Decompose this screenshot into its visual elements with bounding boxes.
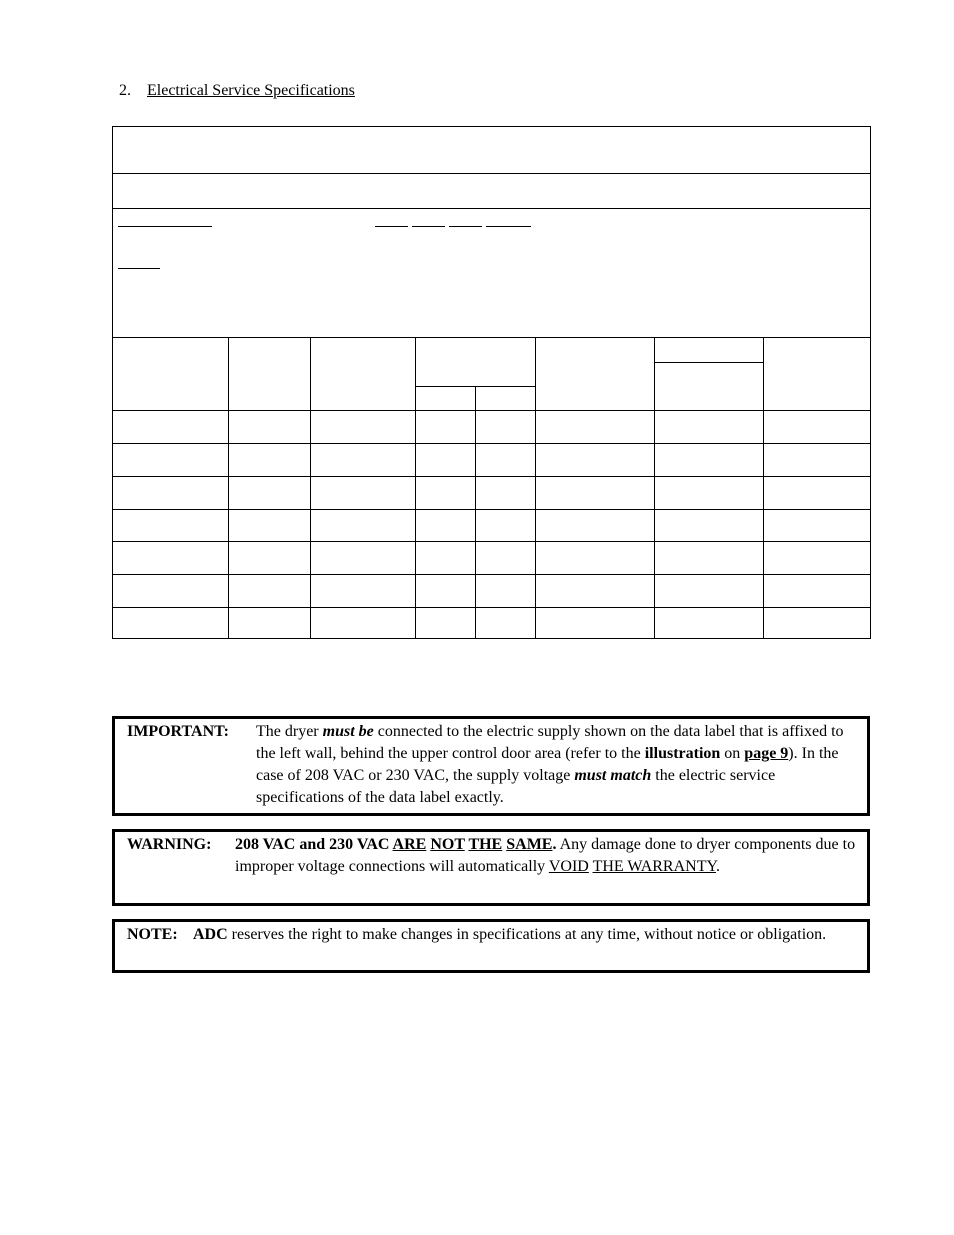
warning-emphasis: THE [468, 836, 503, 853]
important-text-part: connected to the electric supply shown on the data label that is affixed to the left wall, behind the upper control door area (refer to the [256, 723, 844, 762]
table-rule [113, 410, 870, 411]
table-rule [415, 337, 416, 638]
void-emphasis: VOID [548, 858, 589, 875]
electrical-spec-table [112, 126, 871, 639]
company-name: ADC [193, 926, 228, 943]
section-title: Electrical Service Specifications [147, 82, 355, 99]
blank-underline [449, 226, 482, 227]
section-heading [119, 81, 355, 101]
warning-period: . [715, 858, 720, 875]
blank-underline [375, 226, 408, 227]
blank-underline [118, 268, 160, 269]
note-label: NOTE: [127, 926, 178, 943]
blank-underline [118, 226, 212, 227]
table-rule [310, 337, 311, 638]
important-text-part: The dryer [256, 723, 323, 740]
table-rule [113, 607, 870, 608]
important-text [256, 721, 859, 809]
table-rule [113, 509, 870, 510]
blank-underline [412, 226, 445, 227]
page-reference-link[interactable]: page 9 [744, 745, 789, 762]
warranty-emphasis: THE WARRANTY [592, 858, 716, 875]
must-match-emphasis: must match [574, 767, 652, 784]
illustration-reference: illustration [644, 745, 721, 762]
table-rule [228, 337, 229, 638]
warning-emphasis: NOT [430, 836, 465, 853]
note-box [112, 919, 870, 973]
table-rule [113, 443, 870, 444]
warning-period: . [552, 836, 557, 853]
note-text [193, 924, 859, 946]
table-rule [763, 337, 764, 638]
warning-emphasis: SAME [506, 836, 553, 853]
table-rule [113, 173, 870, 174]
table-rule [654, 362, 763, 363]
warning-label: WARNING: [127, 836, 212, 853]
table-rule [535, 337, 536, 638]
important-label: IMPORTANT: [127, 723, 229, 740]
important-box [112, 716, 870, 816]
warning-emphasis: ARE [392, 836, 427, 853]
warning-text-part: 208 VAC and 230 VAC [235, 836, 393, 853]
important-text-part: ). In the case of 208 VAC or 230 VAC, the supply voltage [256, 745, 839, 784]
table-rule [113, 208, 870, 209]
warning-box [112, 829, 870, 906]
table-rule [113, 476, 870, 477]
important-text-part: on [720, 745, 745, 762]
table-rule [475, 386, 476, 638]
warning-text [235, 834, 859, 878]
must-be-emphasis: must be [322, 723, 374, 740]
blank-underline [486, 226, 531, 227]
table-rule [654, 337, 655, 638]
note-text-part: reserves the right to make changes in specifications at any time, without notice or obligation. [227, 926, 827, 943]
table-rule [113, 337, 870, 338]
warning-text-part: Any damage done to dryer components due to improper voltage connections will automatically [235, 836, 856, 875]
section-number: 2. [119, 82, 131, 99]
table-rule [113, 541, 870, 542]
important-text-part: the electric service specifications of the data label exactly. [256, 767, 776, 806]
table-rule [113, 574, 870, 575]
